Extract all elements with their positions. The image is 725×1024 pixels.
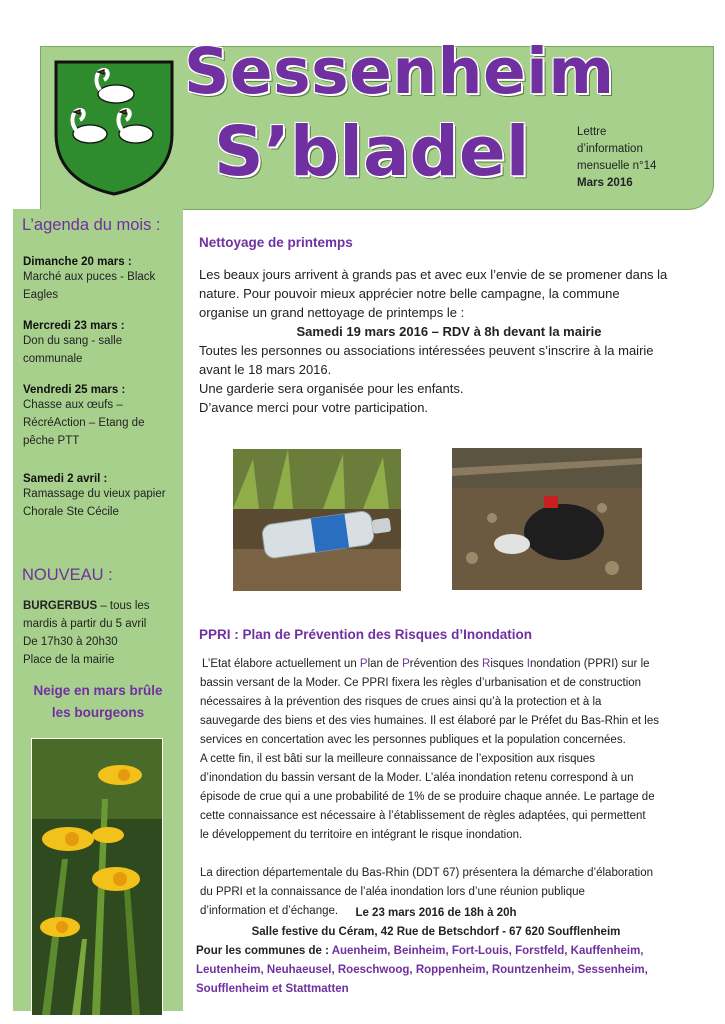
meeting-date: Le 23 mars 2016 de 18h à 20h	[355, 907, 517, 919]
issue-info: Lettre d’information mensuelle n°14 Mars 2016	[577, 124, 656, 192]
agenda-heading: L’agenda du mois :	[22, 216, 161, 234]
agenda-item: Vendredi 25 mars : Chasse aux œufs – RécréAction – Etang de pêche PTT	[23, 384, 145, 447]
trash-bag-photo	[452, 448, 642, 590]
agenda-item: Mercredi 23 mars : Don du sang - salle communale	[23, 320, 125, 365]
proverb: Neige en mars brûle les bourgeons	[33, 683, 163, 720]
bottle-photo	[233, 449, 401, 591]
agenda-item: Samedi 2 avril : Ramassage du vieux papier Chorale Ste Cécile	[23, 473, 166, 518]
article-body-cleanup: Les beaux jours arrivent à grands pas et avec eux l’envie de se promener dans la nature. Pour pouvoir mieux apprécier notre belle campagne, la commune organise un grand nettoyage de printemps le : Samedi 19 mars 2016 – RDV à 8h devant la mairie Toutes les personnes ou associations intéressées peuvent s’inscrire à la mairie avant le 18 mars 2016. Une garderie sera organisée pour les enfants. D’avance merci pour votre participation.	[199, 265, 699, 417]
article-body-ppri: L’Etat élabore actuellement un Plan de Prévention des Risques Inondation (PPRI) sur le bassin versant de la Moder. Ce PPRI fixera les règles d’urbanisation et de construction nécessaires à la prévention des risques de crues ainsi qu’à la protection et à la sauvegarde des biens et des vies humaines. Il est élaboré par le Préfet du Bas-Rhin et les services en concertation avec les personnes publiques et la population concernées. A cette fin, il est bâti sur la meilleure connaissance de l’exposition aux risques d’inondation du bassin versant de la Moder. L’aléa inondation retenu correspond à un épisode de crue qui a une probabilité de 1% de se produire chaque année. Le partage de cette connaissance est nécessaire à l’établissement de règles adaptées, qui permettent le développement du territoire en intégrant le risque inondation. La direction départementale du Bas-Rhin (DDT 67) présentera la démarche d’élaboration du PPRI et la connaissance de l’aléa inondation lors d’une réunion publique d’information et d’échange.	[200, 658, 659, 917]
issue-date: Mars 2016	[577, 177, 633, 189]
cleanup-date: Samedi 19 mars 2016 – RDV à 8h devant la mairie	[296, 324, 602, 339]
nouveau-heading: NOUVEAU :	[22, 566, 113, 584]
meeting-info	[186, 904, 686, 942]
agenda-item: Dimanche 20 mars : Marché aux puces - Black Eagles	[23, 256, 156, 301]
communes-list: Pour les communes de : Auenheim, Beinheim, Fort-Louis, Forstfeld, Kauffenheim, Leutenheim, Neuhaeusel, Roeschwoog, Roppenheim, Rountzenheim, Sessenheim, Soufflenheim et Stattmatten	[196, 945, 648, 995]
nouveau-block: BURGERBUS – tous les mardis à partir du 5 avril De 17h30 à 20h30 Place de la mairie	[23, 600, 150, 666]
article-heading-cleanup: Nettoyage de printemps	[199, 235, 353, 250]
newsletter-title: Sessenheim	[184, 35, 615, 108]
meeting-place: Salle festive du Céram, 42 Rue de Betschdorf - 67 620 Soufflenheim	[251, 926, 621, 938]
newsletter-subtitle: S’bladel	[214, 112, 530, 192]
daffodil-photo	[31, 738, 163, 1016]
article-heading-ppri: PPRI : Plan de Prévention des Risques d’Inondation	[199, 627, 533, 642]
coat-of-arms-logo	[54, 60, 174, 196]
